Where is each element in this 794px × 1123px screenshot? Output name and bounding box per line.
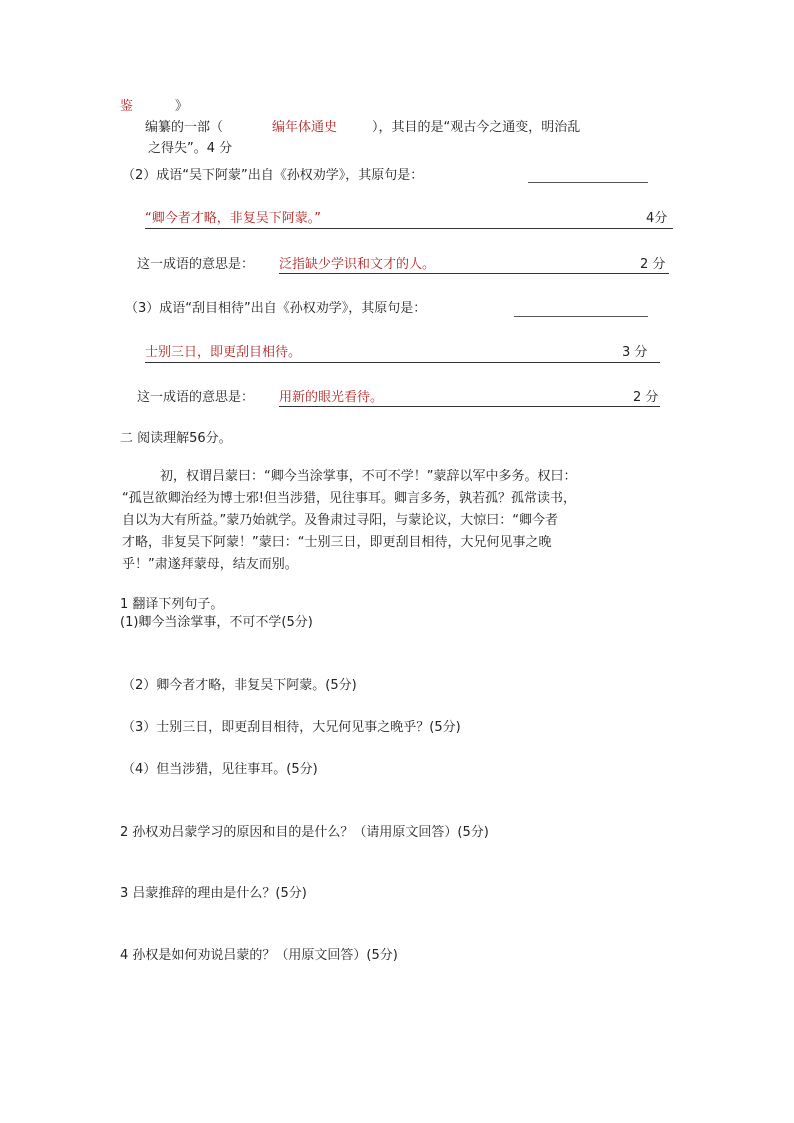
q3-meaning-label: 这一成语的意思是： — [137, 390, 255, 405]
question-2: 2 孙权劝吕蒙学习的原因和目的是什么？（请用原文回答）(5分) — [120, 825, 489, 840]
q3-answer-underline — [145, 362, 660, 363]
top-line1-answer: 编年体通史 — [272, 120, 338, 135]
top-line1-post: ），其目的是“观古今之通变，明治乱 — [372, 120, 581, 135]
passage-line-3: 自以为大有所益。”蒙乃始就学。及鲁肃过寻阳，与蒙论议，大惊曰：“卿今者 — [122, 513, 558, 528]
question-1-3: （3）士别三日，即更刮目相待，大兄何见事之晚乎？(5分) — [122, 720, 461, 735]
q2-meaning-answer: 泛指缺少学识和文才的人。 — [279, 257, 436, 272]
q2-meaning-underline — [279, 273, 669, 274]
q2-meaning-label: 这一成语的意思是： — [137, 257, 255, 272]
q3-meaning-underline — [279, 406, 660, 407]
q2-answer-underline — [145, 228, 673, 229]
q3-meaning-score: 2 分 — [633, 390, 659, 405]
top-close-quote: 》 — [175, 99, 189, 114]
top-line2: 之得失”。4 分 — [148, 141, 233, 156]
question-3: 3 吕蒙推辞的理由是什么？(5分) — [120, 886, 307, 901]
q3-answer: 士别三日，即更刮目相待。 — [145, 345, 302, 360]
q2-answer-score: 4分 — [646, 211, 668, 226]
top-line1-pre: 编纂的一部（ — [145, 120, 224, 135]
section2-title: 二 阅读理解56分。 — [120, 431, 232, 446]
top-jian: 鉴 — [120, 99, 134, 114]
q2-blank-line — [528, 182, 648, 183]
passage-line-5: 乎！”肃遂拜蒙母，结友而别。 — [122, 557, 298, 572]
passage-line-2: “孤岂欲卿治经为博士邪!但当涉猎，见往事耳。卿言多务，孰若孤？孤常读书， — [122, 491, 576, 506]
passage-line-4: 才略，非复吴下阿蒙！”蒙曰：“士别三日，即更刮目相待，大兄何见事之晚 — [122, 535, 552, 550]
question-4: 4 孙权是如何劝说吕蒙的？（用原文回答）(5分) — [120, 948, 398, 963]
question-1-4: （4）但当涉猎，见往事耳。(5分) — [122, 762, 318, 777]
q3-answer-score: 3 分 — [622, 345, 648, 360]
q2-answer: “卿今者才略，非复吴下阿蒙。” — [145, 211, 321, 226]
q2-meaning-score: 2 分 — [640, 257, 666, 272]
question-1-title: 1 翻译下列句子。 — [120, 597, 224, 612]
passage-line-1: 初，权谓吕蒙曰：“卿今当涂掌事，不可不学！”蒙辞以军中多务。权曰： — [160, 469, 577, 484]
question-1-1: (1)卿今当涂掌事，不可不学(5分) — [120, 615, 313, 630]
q3-blank-line — [514, 316, 648, 317]
q2-prompt: （2）成语“吴下阿蒙”出自《孙权劝学》，其原句是： — [122, 168, 424, 183]
question-1-2: （2）卿今者才略，非复吴下阿蒙。(5分) — [122, 678, 357, 693]
q3-prompt: （3）成语“刮目相待”出自《孙权劝学》，其原句是： — [125, 301, 427, 316]
q3-meaning-answer: 用新的眼光看待。 — [279, 390, 384, 405]
